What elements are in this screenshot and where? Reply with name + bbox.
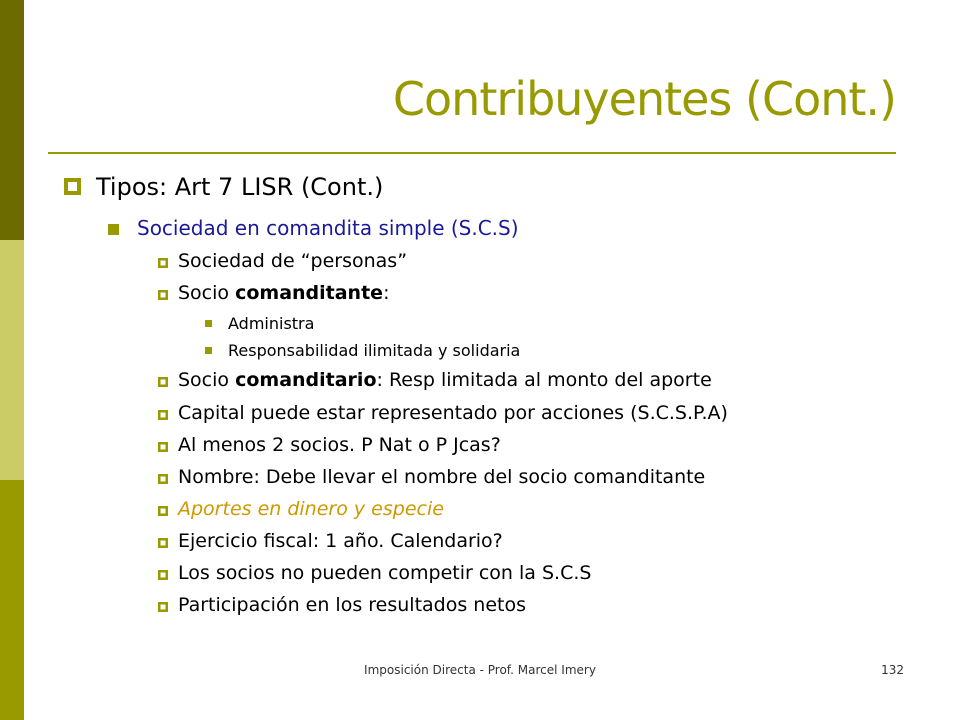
bullet-bold-term: comanditario — [235, 369, 377, 391]
bullet-level3: Sociedad de “personas” — [178, 250, 408, 272]
slide-title: Contribuyentes (Cont.) — [392, 72, 896, 126]
bullet-level3: Capital puede estar representado por acciones (S.C.S.P.A) — [178, 402, 728, 424]
bullet-level4: Administra — [228, 314, 315, 333]
hollow-square-bullet-icon — [158, 602, 168, 612]
bullet-prefix: Socio — [178, 282, 236, 304]
bullet-suffix: : Resp limitada al monto del aporte — [376, 369, 712, 391]
hollow-square-bullet-icon — [158, 538, 168, 548]
hollow-square-bullet-icon — [158, 442, 168, 452]
hollow-square-bullet-icon — [158, 474, 168, 484]
small-square-bullet-icon — [205, 320, 212, 327]
bullet-level4: Responsabilidad ilimitada y solidaria — [228, 341, 521, 360]
bullet-level3 — [178, 282, 389, 304]
bullet-level3: Participación en los resultados netos — [178, 594, 526, 616]
small-square-bullet-icon — [205, 347, 212, 354]
hollow-square-bullet-icon — [158, 570, 168, 580]
hollow-square-bullet-icon — [158, 377, 168, 387]
hollow-square-bullet-icon — [158, 410, 168, 420]
bullet-prefix: Socio — [178, 369, 236, 391]
bullet-level3 — [178, 369, 712, 391]
bullet-level3: Nombre: Debe llevar el nombre del socio comanditante — [178, 466, 706, 488]
page-number: 132 — [881, 663, 904, 677]
hollow-square-bullet-icon — [64, 178, 81, 195]
bullet-suffix: : — [383, 282, 390, 304]
footer-text: Imposición Directa - Prof. Marcel Imery — [364, 663, 596, 677]
hollow-square-bullet-icon — [158, 258, 168, 268]
bullet-level3: Los socios no pueden competir con la S.C.S — [178, 562, 592, 584]
bullet-level3: Al menos 2 socios. P Nat o P Jcas? — [178, 434, 501, 456]
bullet-bold-term: comanditante — [235, 282, 384, 304]
bullet-level2: Sociedad en comandita simple (S.C.S) — [137, 216, 519, 240]
bullet-level3-highlight: Aportes en dinero y especie — [178, 498, 444, 520]
square-bullet-icon — [108, 224, 119, 235]
hollow-square-bullet-icon — [158, 290, 168, 300]
hollow-square-bullet-icon — [158, 506, 168, 516]
bullet-level1: Tipos: Art 7 LISR (Cont.) — [96, 173, 384, 201]
bullet-level3: Ejercicio fiscal: 1 año. Calendario? — [178, 530, 503, 552]
